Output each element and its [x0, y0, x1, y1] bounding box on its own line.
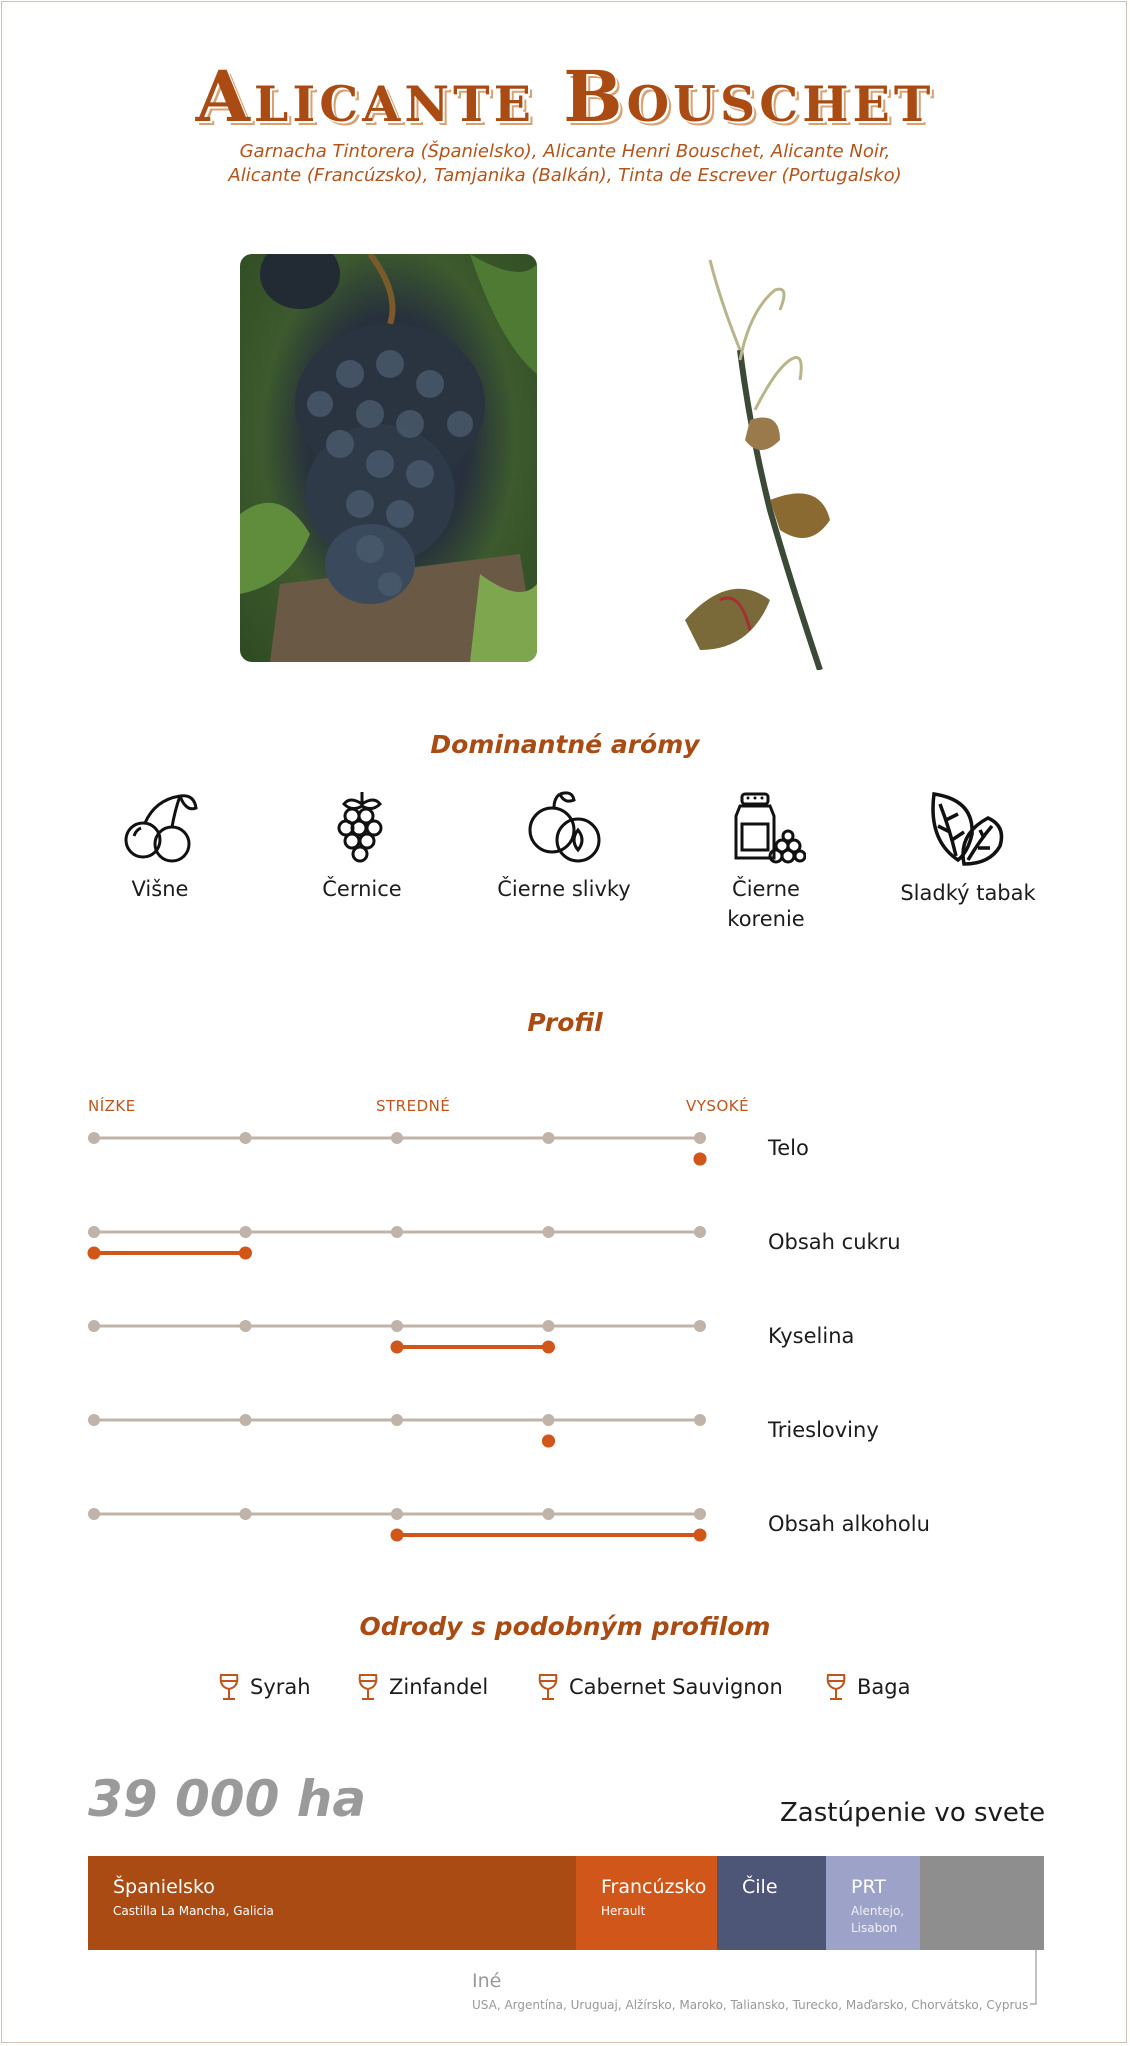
profile-row-scale [88, 1320, 706, 1354]
profile-value-dot [88, 1247, 101, 1260]
scale-tick [391, 1414, 403, 1426]
profile-heading: Profil [527, 1008, 603, 1037]
aroma-item-tobacco [868, 790, 1068, 908]
profile-label-alcohol: Obsah alkoholu [768, 1512, 930, 1536]
cherries-icon [120, 790, 200, 866]
profile-value-dot [391, 1529, 404, 1542]
other-countries-list: USA, Argentína, Uruguaj, Alžírsko, Maroko, Taliansko, Turecko, Maďarsko, Chorvátsko, Cyprus [472, 1998, 1029, 2012]
scale-tick [391, 1226, 403, 1238]
scale-tick [694, 1226, 706, 1238]
other-countries-title: Iné [472, 1970, 502, 1992]
wine-glass-icon [218, 1673, 240, 1701]
scale-tick [88, 1508, 100, 1520]
level-low-label: NÍZKE [88, 1097, 136, 1115]
grape-cluster-photo [240, 254, 537, 662]
aroma-item-blackberry [262, 790, 462, 904]
profile-label-tannins: Triesloviny [768, 1418, 879, 1442]
profile-row-scale [88, 1414, 706, 1448]
scale-tick [240, 1508, 252, 1520]
other-countries [472, 1970, 1028, 2012]
segment-regions: Alentejo, Lisabon [851, 1904, 905, 1935]
similar-item-syrah[interactable] [218, 1672, 311, 1702]
similar-item-cabernet-sauvignon[interactable] [537, 1672, 783, 1702]
segment-country: Čile [742, 1876, 778, 1898]
distribution-segment-spain [88, 1856, 576, 1950]
vineyard-area-total: 39 000 ha [88, 1770, 367, 1828]
similar-item-baga[interactable] [825, 1672, 910, 1702]
wine-glass-icon [357, 1673, 379, 1701]
scale-tick [240, 1414, 252, 1426]
similar-item-label: Syrah [250, 1675, 311, 1699]
scale-tick [391, 1132, 403, 1144]
aromas-heading: Dominantné arómy [430, 730, 700, 759]
scale-tick [543, 1226, 555, 1238]
profile-label-acidity: Kyselina [768, 1324, 855, 1348]
similar-heading: Odrody s podobným profilom [359, 1612, 771, 1641]
scale-tick [88, 1132, 100, 1144]
profile-value-dot [239, 1247, 252, 1260]
aroma-label: Višne [131, 877, 189, 901]
distribution-segment-france [576, 1856, 717, 1950]
scale-tick [88, 1226, 100, 1238]
profile-value-dot [694, 1153, 707, 1166]
distribution-segment-other [920, 1856, 1044, 1950]
similar-item-label: Baga [857, 1675, 911, 1699]
scale-tick [543, 1414, 555, 1426]
page-title: Alicante Bouschet [195, 55, 935, 138]
profile-row-scale [88, 1226, 707, 1260]
scale-tick [391, 1508, 403, 1520]
other-connector-line [1030, 1950, 1050, 2010]
scale-tick [391, 1320, 403, 1332]
scale-tick [543, 1132, 555, 1144]
world-distribution-heading: Zastúpenie vo svete [780, 1798, 1046, 1828]
segment-regions: Castilla La Mancha, Galicia [113, 1904, 274, 1918]
vine-shoot-illustration [680, 250, 860, 670]
similar-item-label: Zinfandel [389, 1675, 489, 1699]
wine-glass-icon [537, 1673, 559, 1701]
synonyms-line-1: Garnacha Tintorera (Španielsko), Alicante Henri Bouschet, Alicante Noir, [239, 141, 891, 162]
profile-value-dot [694, 1529, 707, 1542]
scale-tick [694, 1414, 706, 1426]
scale-tick [88, 1320, 100, 1332]
aroma-label: Černice [322, 877, 402, 901]
aroma-item-pepper [666, 790, 866, 934]
profile-row-scale [88, 1508, 707, 1542]
tobacco-leaf-icon [928, 790, 1008, 870]
pepper-icon [726, 790, 806, 866]
aroma-label: Sladký tabak [900, 881, 1036, 905]
profile-value-dot [542, 1435, 555, 1448]
wine-glass-icon [825, 1673, 847, 1701]
scale-tick [240, 1226, 252, 1238]
aroma-label: Čierne korenie [727, 877, 805, 931]
distribution-segment-chile [717, 1856, 826, 1950]
distribution-segment-portugal [826, 1856, 920, 1950]
level-high-label: VYSOKÉ [686, 1097, 750, 1115]
scale-tick [240, 1132, 252, 1144]
scale-tick [694, 1508, 706, 1520]
similar-item-zinfandel[interactable] [357, 1672, 488, 1702]
profile-value-dot [542, 1341, 555, 1354]
segment-country: Španielsko [113, 1876, 215, 1898]
profile-scales [0, 1110, 760, 1550]
blackberry-icon [322, 790, 402, 866]
segment-regions: Herault [601, 1904, 646, 1918]
profile-row-scale [88, 1132, 707, 1166]
scale-tick [694, 1132, 706, 1144]
scale-tick [694, 1320, 706, 1332]
segment-country: Francúzsko [601, 1876, 707, 1898]
aroma-item-plum [464, 790, 664, 904]
aroma-label: Čierne slivky [497, 877, 631, 901]
level-medium-label: STREDNÉ [376, 1097, 451, 1115]
similar-item-label: Cabernet Sauvignon [569, 1675, 783, 1699]
synonyms-line-2: Alicante (Francúzsko), Tamjanika (Balkán), Tinta de Escrever (Portugalsko) [228, 165, 902, 186]
scale-tick [88, 1414, 100, 1426]
profile-label-body: Telo [768, 1136, 809, 1160]
scale-tick [543, 1320, 555, 1332]
profile-label-sugar: Obsah cukru [768, 1230, 901, 1254]
scale-tick [543, 1508, 555, 1520]
profile-value-dot [391, 1341, 404, 1354]
plum-icon [524, 790, 604, 866]
segment-country: PRT [851, 1876, 886, 1898]
aroma-item-cherries [60, 790, 260, 904]
scale-tick [240, 1320, 252, 1332]
